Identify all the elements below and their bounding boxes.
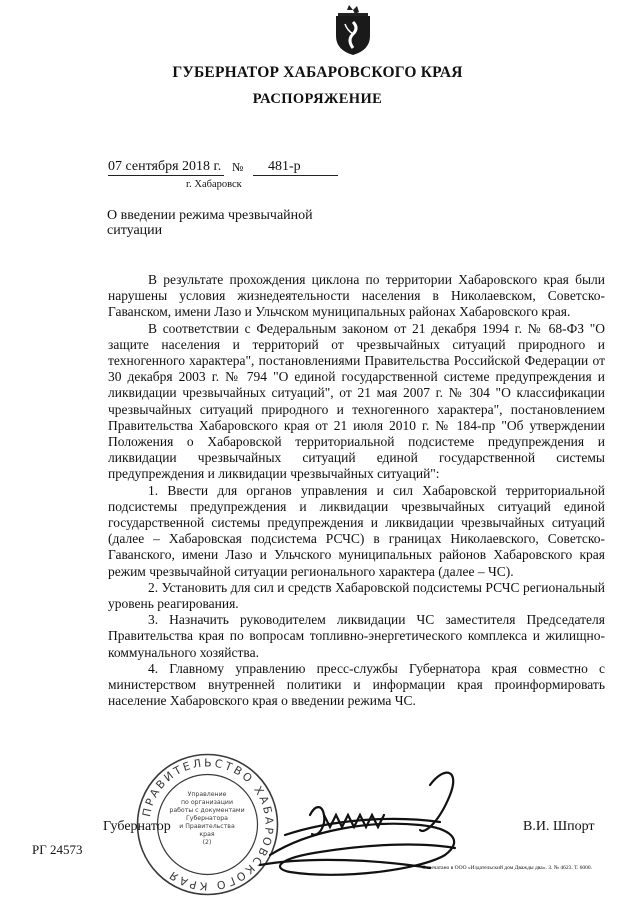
paragraph-item-4: 4. Главному управлению пресс-службы Губернатора края совместно с министерством внутренней политики и информации края проинформировать население Хабаровского края о введении режима ЧС. (108, 660, 605, 709)
number-sign: № (232, 160, 244, 174)
seal-center-line: и Правительства (179, 823, 235, 830)
place-of-issue: г. Хабаровск (186, 179, 242, 190)
subject-line-1: О введении режима чрезвычайной (107, 208, 313, 223)
seal-ring-text: ПРАВИТЕЛЬСТВО ХАБАРОВСКОГО КРАЯ (139, 756, 276, 893)
document-subject (107, 208, 367, 238)
seal-center-line: (2) (202, 839, 212, 846)
paragraph-intro: В результате прохождения циклона по территории Хабаровского края были нарушены условия жизнедеятельности населения в Николаевском, Советско-Гаванском, имени Лазо и Ульчском муниципальных районах Хабаровского края. (108, 272, 605, 320)
paragraph-item-1: 1. Ввести для органов управления и сил Хабаровской территориальной подсистемы предупреждения и ликвидации чрезвычайных ситуаций единой государственной системы предупреждения и ликвидации чрезвычайных ситуаций (далее – Хабаровская подсистема РСЧС) в границах Николаевского, Советско-Гаванского, имени Лазо и Ульчского муниципальных районов Хабаровского края режим чрезвычайной ситуации регионального характера (далее – ЧС). (108, 482, 605, 579)
seal-center-line: Управление (187, 791, 227, 798)
seal-center-line: по организации (181, 799, 233, 806)
issuing-authority: ГУБЕРНАТОР ХАБАРОВСКОГО КРАЯ (172, 64, 463, 81)
document-type: РАСПОРЯЖЕНИЕ (252, 91, 383, 107)
printer-note: Отпечатано в ООО «Издательский дом Дважды два». З. № 4623. Т. 6000. (422, 865, 593, 871)
date-underline (108, 175, 224, 176)
document-number: 481-р (268, 159, 301, 174)
paragraph-item-3: 3. Назначить руководителем ликвидации ЧС заместителя Председателя Правительства края по вопросам топливно-энергетического комплекса и жилищно-коммунального хозяйства. (108, 612, 605, 660)
registration-number: РГ 24573 (32, 842, 83, 857)
seal-center-line: работы с документами (169, 807, 245, 814)
coat-of-arms-icon (333, 4, 373, 56)
handwritten-signature (250, 760, 475, 895)
date-number-line (108, 159, 338, 177)
number-underline (253, 175, 338, 176)
seal-center-line: края (199, 831, 215, 838)
paragraph-legal-basis: В соответствии с Федеральным законом от 21 декабря 1994 г. № 68-ФЗ "О защите населения и территорий от чрезвычайных ситуаций природного и техногенного характера", постановлениями Правительства Российской Федерации от 30 декабря 2003 г. № 794 "О единой государственной системе предупреждения и ликвидации чрезвычайных ситуаций", от 21 мая 2007 г. № 304 "О классификации чрезвычайных ситуаций природного и техногенного характера", постановлением Правительства Хабаровского края от 21 июля 2010 г. № 184-пр "Об утверждении Положения о Хабаровской территориальной подсистеме предупреждения и ликвидации чрезвычайных ситуаций единой государственной системы предупреждения и ликвидации чрезвычайных ситуаций": (108, 320, 605, 482)
subject-line-2: ситуации (107, 223, 163, 238)
document-date: 07 сентября 2018 г. (108, 159, 222, 174)
signatory-title: Губернатор (103, 819, 171, 834)
signatory-name: В.И. Шпорт (523, 819, 595, 834)
document-body (108, 272, 605, 709)
paragraph-item-2: 2. Установить для сил и средств Хабаровской подсистемы РСЧС региональный уровень реагирования. (108, 579, 605, 612)
seal-center-line: Губернатора (186, 815, 228, 822)
